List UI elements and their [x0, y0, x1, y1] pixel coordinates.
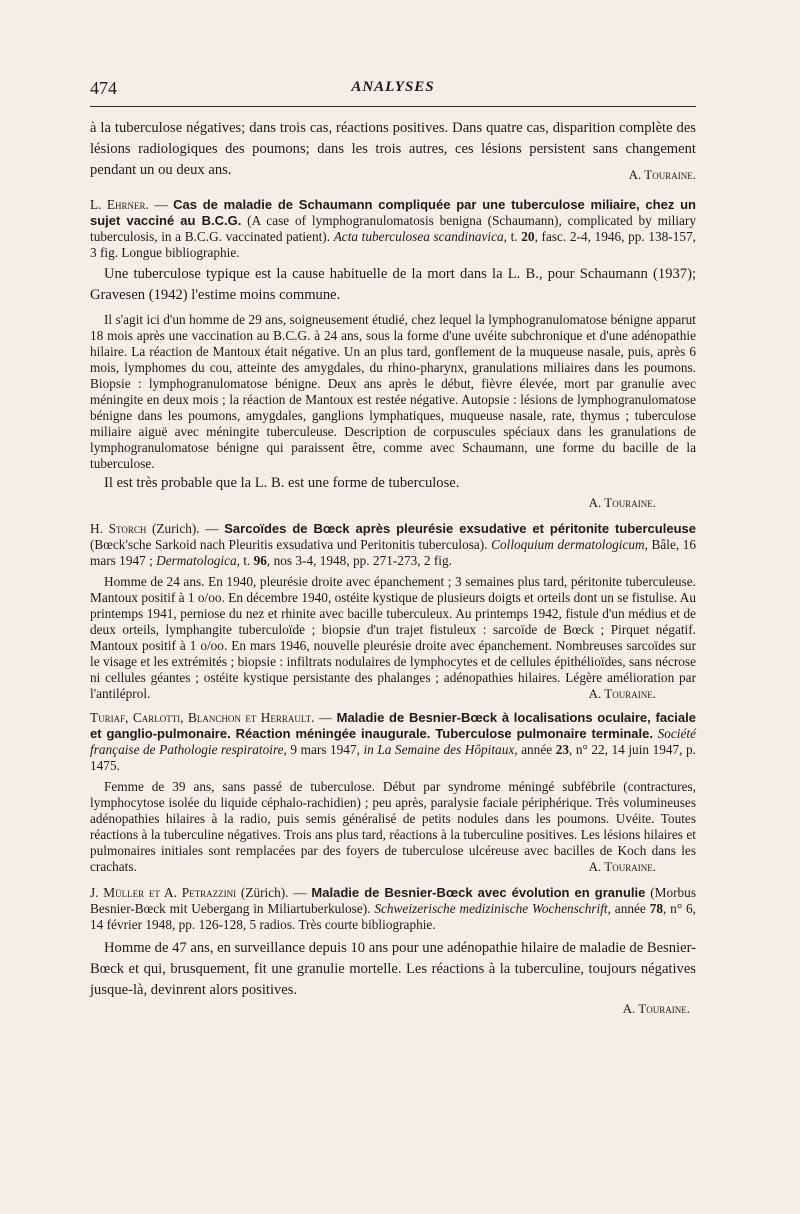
abstract-paragraph: Homme de 47 ans, en surveillance depuis 10 ans pour une adénopathie hilaire de maladie de Besnier-Bœck et qui, brusquement, fit une granulie mortelle. Les réactions à la tuberculine, toujours négatives jusque-là, devinrent alors positives. [90, 940, 696, 998]
abstract-paragraph: Il s'agit ici d'un homme de 29 ans, soigneusement étudié, chez lequel la lymphogranulomatose bénigne apparut 18 mois après une vaccination au B.C.G. à 24 ans, sous la forme d'une uvéite subchronique et d'une adénopathie hilaire. La réaction de Mantoux était négative. Un an plus tard, gonflement de la muqueuse nasale, puis, après 6 mois, lymphomes du cou, atteinte des amygdales, du rhino-pharynx, granulations miliaires dans les poumons. Biopsie : lymphogranulomatose bénigne. Deux ans après le début, fièvre élevée, mort par granulie avec méningite en deux mois ; la réaction de Mantoux est restée négative. Autopsie : lésions de lymphogranulomatose bénigne dans les poumons, amygdales, ganglions lymphatiques, muqueuse nasale, rate, thymus ; tuberculose miliaire aiguë avec méningite tuberculeuse. Description de corpuscules spéciaux dans les granulations de lymphogranulomatose bénigne qui paraissent être, comme avec Schaumann, une forme du bacille de la tuberculose. [90, 312, 696, 471]
abstract-paragraph [90, 779, 696, 875]
abstract-paragraph [90, 574, 696, 702]
abstract-body [90, 574, 696, 702]
signature: A. Touraine. [588, 859, 656, 874]
running-title: ANALYSES [351, 79, 435, 95]
page-header [90, 78, 696, 104]
volume: 23 [555, 742, 569, 757]
article-title: Cas de maladie de Schaumann compliquée par une tuberculose miliaire, chez un sujet vacciné au B.C.G. [90, 197, 696, 228]
journal-name: Dermatologica, [156, 553, 240, 568]
reference-details: année [517, 742, 556, 757]
authors: H. Storch [90, 521, 147, 536]
translated-title: (Morbus Besnier-Bœck mit Uebergang in Miliartuberkulose). [90, 885, 696, 916]
page-number: 474 [90, 78, 117, 98]
article-title: Maladie de Besnier-Bœck avec évolution en granulie [311, 885, 646, 900]
intro-block [90, 118, 696, 185]
authors: L. Ehrner. [90, 197, 149, 212]
reference-details: année [610, 901, 650, 916]
reference-details: 9 mars 1947, [286, 742, 364, 757]
reference-details: , n° 6, 14 février 1948, pp. 126-128, 5 radios. Très courte bibliographie. [90, 901, 696, 932]
abstract-paragraph: Une tuberculose typique est la cause habituelle de la mort dans la L. B., pour Schaumann (1937); Gravesen (1942) l'estime moins commune. [90, 266, 696, 303]
journal-name: Colloquium dermatologicum, [491, 537, 648, 552]
abstract-text: Homme de 24 ans. En 1940, pleurésie droite avec épanchement ; 3 semaines plus tard, péritonite tuberculeuse. Mantoux positif à 1 o/oo. En décembre 1940, ostéite kystique de plusieurs doigts et orteils dont un se fistulise. Au printemps 1941, perniose du nez et rhinite avec bacille tuberculeux. Au printemps 1942, fistule d'un médius et de deux orteils, lymphangite tuberculoïde ; biopsie d'un trajet fistuleux : sarcoïde de Bœck ; Pirquet négatif. Mantoux positif à 1 o/oo. En mars 1946, nouvelle pleurésie droite avec épanchement. Nombreuses sarcoïdes sur le visage et les extrémités ; biopsie : infiltrats nodulaires de lymphocytes et de cellules épithélioïdes, sans nécrose ni cellules géantes ; ostéite kystique persistante des phalanges ; adénopathies hilaires. Légère amélioration par l'antiléprol. [90, 574, 696, 701]
abstract-entry-turiaf [90, 710, 696, 875]
journal-name: Société française de Pathologie respiratoire, [90, 726, 696, 757]
tome-prefix: t. [506, 229, 522, 244]
abstract-entry-storch [90, 521, 696, 702]
reference [90, 197, 696, 261]
dash: — [314, 710, 337, 725]
reference [90, 521, 696, 569]
place: (Zürich). — [236, 885, 312, 900]
reference-details: , nos 3-4, 1948, pp. 271-273, 2 fig. [266, 553, 452, 568]
reference [90, 710, 696, 774]
abstract-body [90, 779, 696, 875]
authors: Turiaf, Carlotti, Blanchon et Herrault. [90, 710, 315, 725]
reference-details: , n° 22, 14 juin 1947, p. 1475. [90, 742, 697, 773]
article-title: Sarcoïdes de Bœck après pleurésie exsudative et péritonite tuberculeuse [224, 521, 696, 536]
volume: 96 [253, 553, 267, 568]
reference-details: Bâle, 16 mars 1947 ; [90, 537, 697, 568]
journal-name: Acta tuberculosea scandinavica, [333, 229, 507, 244]
signature: A. Touraine. [622, 1001, 690, 1016]
article-title: Maladie de Besnier-Bœck à localisations oculaire, faciale et ganglio-pulmonaire. Réaction méningée inaugurale. Tuberculose pulmonaire terminale. [90, 710, 696, 741]
translated-title: (Bœck'sche Sarkoid nach Pleuritis exsudativa und Peritonitis tuberculosa). [90, 537, 492, 552]
signature: A. Touraine. [588, 686, 656, 701]
volume: 20 [521, 229, 535, 244]
page-body [90, 118, 696, 1017]
intro-paragraph [90, 118, 696, 181]
abstract-paragraph: Il est très probable que la L. B. est une forme de tuberculose. [104, 475, 460, 491]
header-rule [90, 106, 696, 107]
volume: 78 [649, 901, 663, 916]
dash: — [148, 197, 174, 212]
translated-title: (A case of lymphogranulomatosis benigna (Schaumann), complicated by miliary tuberculosis, in a B.C.G. vaccinated patient). [90, 213, 696, 244]
authors: J. Müller et A. Petrazzini [90, 885, 237, 900]
journal-name: in La Semaine des Hôpitaux, [363, 742, 518, 757]
intro-text: à la tuberculose négatives; dans trois cas, réactions positives. Dans quatre cas, disparition complète des lésions radiologiques des poumons; dans les trois autres, ces lésions persistent sans changement pendant un ou deux ans. [90, 120, 696, 178]
abstract-text: Femme de 39 ans, sans passé de tuberculose. Début par syndrome méningé subfébrile (contractures, lymphocytose isolée du liquide céphalo-rachidien) ; peu après, paralysie faciale périphérique. Très volumineuses adénopathies hilaires à la radio, puis semis généralisé de petits nodules dans les poumons. Uvéite. Toutes réactions à la tuberculine négatives. Trois ans plus tard, réactions à la tuberculine positives. Les lésions hilaires et pulmonaires initiales sont remplacées par des foyers de tuberculose ulcéreuse avec bacilles de Koch dans les crachats. [90, 779, 696, 874]
journal-name: Schweizerische medizinische Wochenschrift, [374, 901, 611, 916]
abstract-entry-ehrner [90, 197, 696, 511]
reference-details: , fasc. 2-4, 1946, pp. 138-157, 3 fig. Longue bibliographie. [90, 229, 696, 260]
signature: A. Touraine. [628, 167, 696, 182]
signature: A. Touraine. [588, 495, 656, 510]
reference [90, 885, 696, 933]
tome-prefix: t. [239, 553, 254, 568]
abstract-entry-muller [90, 885, 696, 1017]
place: (Zurich). — [146, 521, 225, 536]
